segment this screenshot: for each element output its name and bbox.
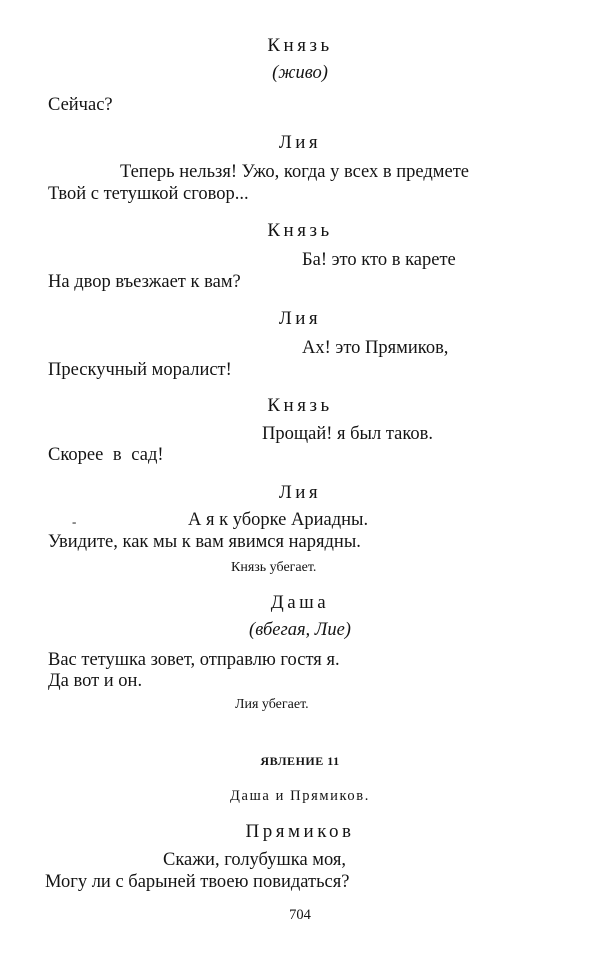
verse-line: Скорее в сад! xyxy=(48,445,164,465)
speaker-name: Лия xyxy=(278,132,322,153)
verse-line: Вас тетушка зовет, отправлю гостя я. xyxy=(48,650,340,670)
stage-direction: (живо) xyxy=(272,63,328,83)
stage-direction: (вбегая, Лие) xyxy=(249,620,351,640)
verse-line: Твой с тетушкой сговор... xyxy=(48,184,249,204)
stage-direction: Лия убегает. xyxy=(235,697,309,712)
scene-heading: ЯВЛЕНИЕ 11 xyxy=(260,754,340,768)
characters-line: Даша и Прямиков. xyxy=(230,788,370,804)
verse-line: Скажи, голубушка моя, xyxy=(163,850,347,870)
verse-line: А я к уборке Ариадны. xyxy=(188,510,369,530)
page-number: 704 xyxy=(289,907,311,923)
verse-line: Прощай! я был таков. xyxy=(262,424,434,444)
verse-line: Теперь нельзя! Ужо, когда у всех в предмете xyxy=(120,162,470,182)
verse-line: Прескучный моралист! xyxy=(48,360,232,380)
verse-line: Могу ли с барыней твоею повидаться? xyxy=(45,872,350,892)
speaker-name: Князь xyxy=(267,220,333,241)
dash-mark: - xyxy=(72,514,77,529)
verse-line: Ах! это Прямиков, xyxy=(302,338,449,358)
stage-direction: Князь убегает. xyxy=(231,560,317,575)
verse-line: Ба! это кто в карете xyxy=(302,250,456,270)
speaker-name: Прямиков xyxy=(245,821,355,842)
speaker-name: Князь xyxy=(267,395,333,416)
speaker-name: Лия xyxy=(278,482,322,503)
speaker-name: Князь xyxy=(267,35,333,56)
speaker-name: Лия xyxy=(278,308,322,329)
verse-line: Увидите, как мы к вам явимся нарядны. xyxy=(48,532,361,552)
speaker-name: Даша xyxy=(270,592,330,613)
verse-line: На двор въезжает к вам? xyxy=(48,272,241,292)
verse-line: Сейчас? xyxy=(48,95,113,115)
verse-line: Да вот и он. xyxy=(48,671,143,691)
